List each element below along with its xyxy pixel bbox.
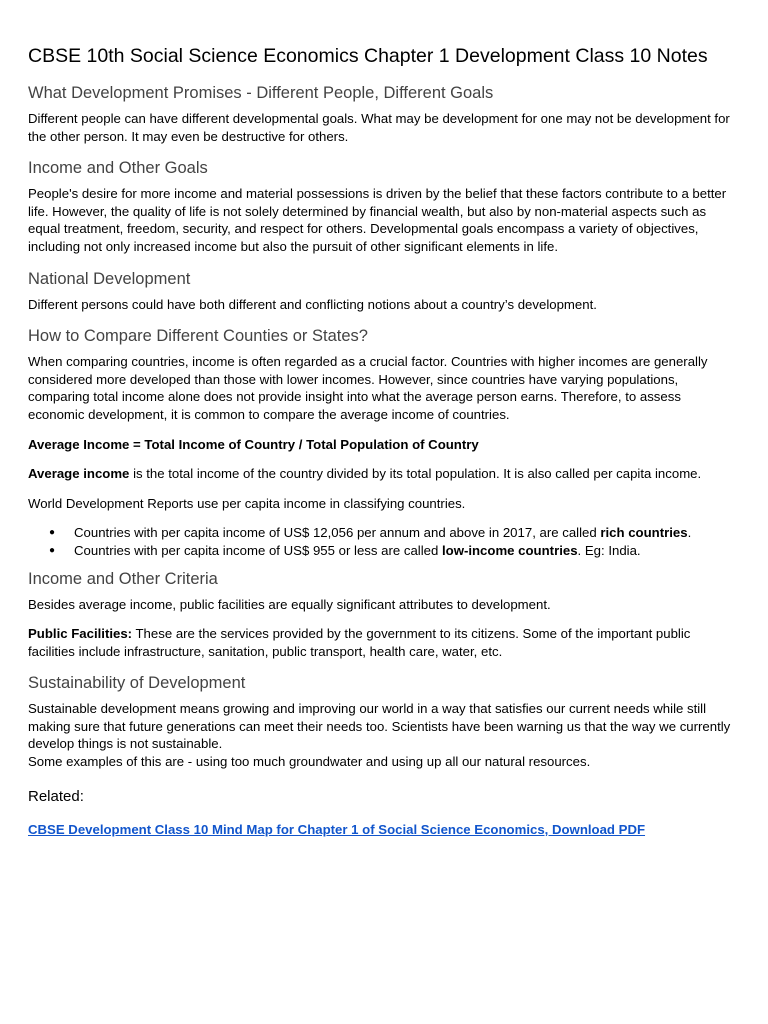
paragraph-public-facilities — [28, 625, 740, 660]
related-label: Related: — [28, 787, 84, 805]
paragraph-income-other-criteria: Besides average income, public facilities are equally significant attributes to development. — [28, 596, 551, 612]
paragraph-compare-countries: When comparing countries, income is often regarded as a crucial factor. Countries with higher incomes are generally considered more developed than those with lower incomes. However, since countries have varying populations, comparing total income alone does not provide insight into what the average person earns. Therefore, to assess economic development, it is common to compare the average income of countries. — [28, 354, 708, 422]
definition-text: is the total income of the country divided by its total population. It is also called per capita income. — [129, 466, 702, 482]
paragraph-sustainability-examples: Some examples of this are - using too much groundwater and using up all our natural resources. — [28, 754, 591, 770]
public-facilities-term: Public Facilities: — [28, 626, 133, 642]
related-mind-map-link[interactable]: CBSE Development Class 10 Mind Map for Chapter 1 of Social Science Economics, Download PDF — [28, 821, 646, 837]
average-income-formula — [28, 436, 740, 454]
heading-income-other-criteria: Income and Other Criteria — [28, 569, 218, 588]
definition-term: Average income — [28, 466, 130, 482]
paragraph-national-development: Different persons could have both different and conflicting notions about a country’s development. — [28, 296, 597, 312]
paragraph-world-development-reports: World Development Reports use per capita income in classifying countries. — [28, 495, 466, 511]
list-item-bold: rich countries — [600, 525, 688, 541]
heading-compare-countries: How to Compare Different Counties or States? — [28, 327, 368, 346]
list-item-text: Countries with per capita income of US$ 12,056 per annum and above in 2017, are called — [74, 525, 601, 541]
list-item — [74, 542, 740, 560]
list-item-text: Countries with per capita income of US$ 955 or less are called — [74, 542, 442, 558]
paragraph-income-other-goals: People's desire for more income and material possessions is driven by the belief that these factors contribute to a better life. However, the quality of life is not solely determined by financial wealth, but also by non-material aspects such as equal treatment, freedom, security, and respect for others. Developmental goals encompass a variety of objectives, including not only increased income but also the pursuit of other significant elements in life. — [28, 186, 727, 254]
heading-development-promises: What Development Promises - Different People, Different Goals — [28, 84, 494, 102]
heading-sustainability: Sustainability of Development — [28, 674, 246, 693]
list-item — [74, 524, 740, 542]
page-title: CBSE 10th Social Science Economics Chapter 1 Development Class 10 Notes — [28, 45, 708, 67]
list-item-bold: low-income countries — [441, 542, 578, 558]
formula-text: Average Income = Total Income of Country / Total Population of Country — [28, 436, 479, 452]
paragraph-sustainability: Sustainable development means growing and improving our world in a way that satisfies our current needs while still making sure that future generations can meet their needs too. Scientists have been warning us that the way we currently develop things is not sustainable. — [28, 701, 731, 752]
heading-national-development: National Development — [28, 269, 191, 288]
public-facilities-text: These are the services provided by the government to its citizens. Some of the important public facilities include infrastructure, sanitation, public transport, health care, water, etc. — [28, 626, 691, 659]
list-item-text-end: . Eg: India. — [577, 542, 641, 558]
paragraph-development-promises: Different people can have different developmental goals. What may be development for one may not be development for the other person. It may even be destructive for others. — [28, 111, 730, 144]
average-income-definition — [28, 465, 740, 483]
country-classification-list — [28, 524, 740, 559]
heading-income-other-goals: Income and Other Goals — [28, 159, 208, 178]
list-item-text-end: . — [687, 525, 692, 541]
